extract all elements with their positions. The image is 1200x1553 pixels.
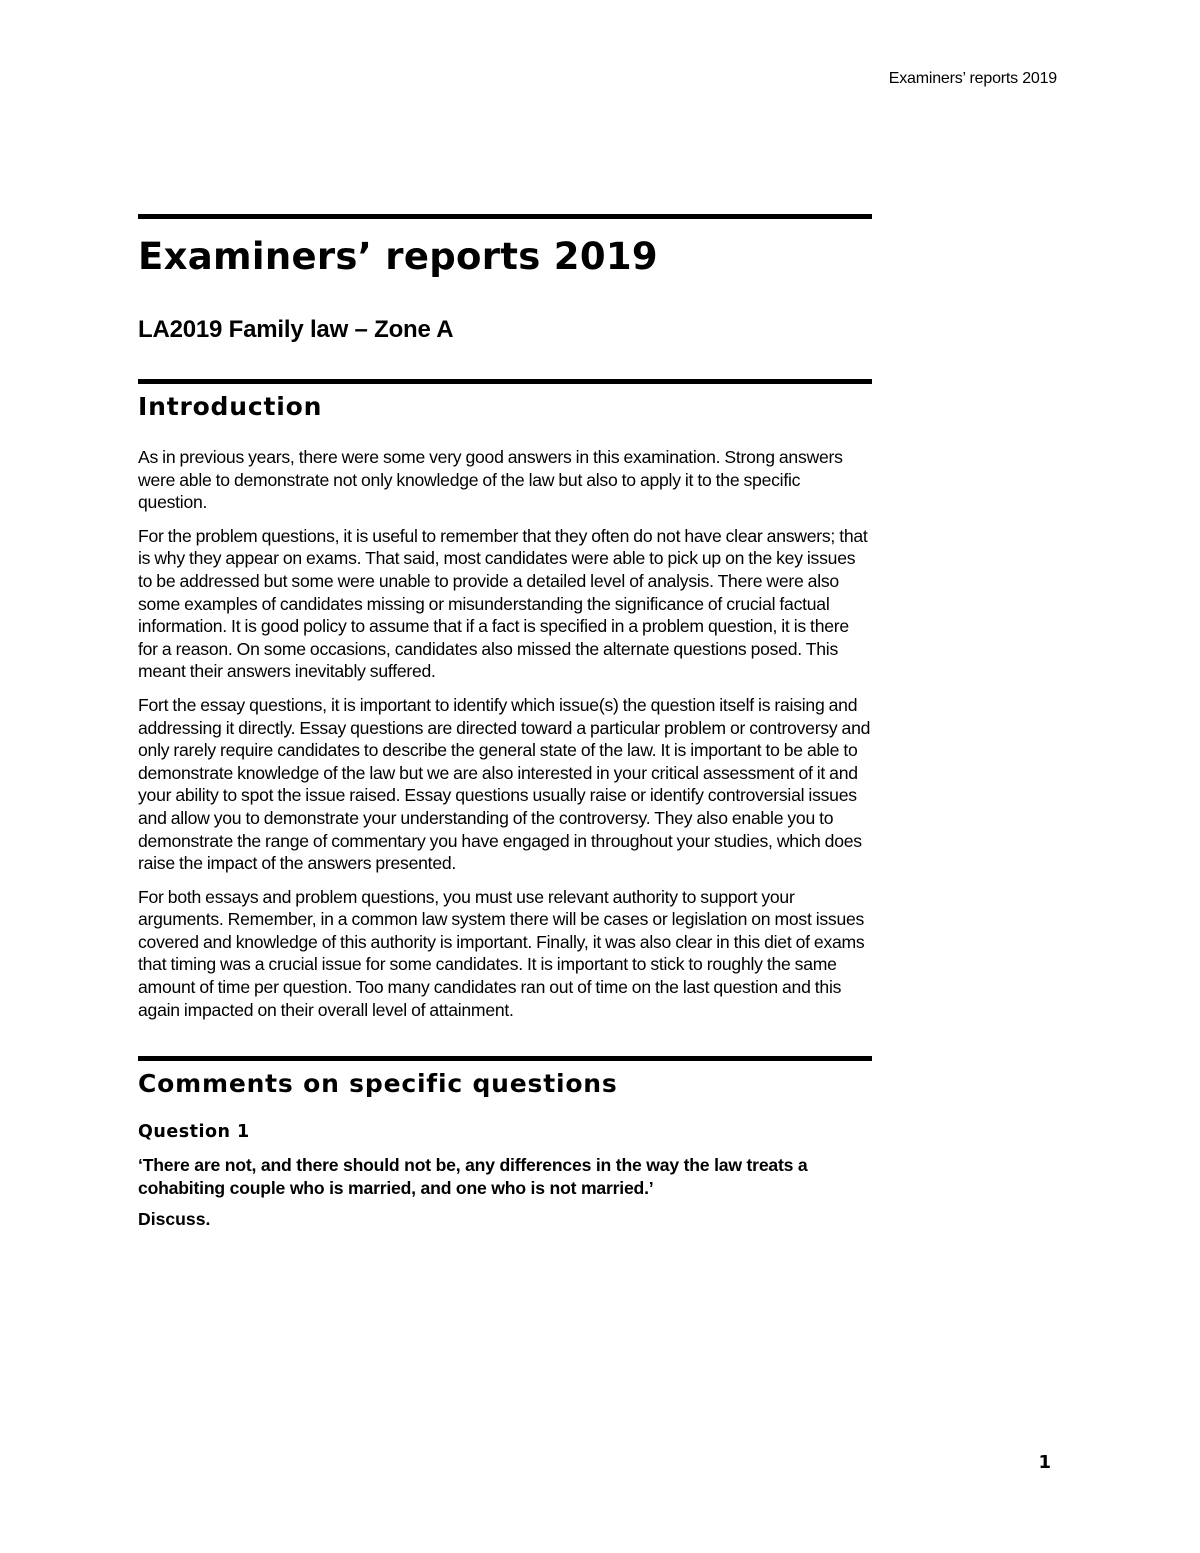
introduction-heading: Introduction — [138, 392, 323, 421]
introduction-paragraph: Fort the essay questions, it is important to identify which issue(s) the question itself is raising and addressing it directly. Essay questions are directed toward a particular problem or controversy and only rarely require candidates to describe the general state of the law. It is important to be able to demonstrate knowledge of the law but we are also interested in your critical assessment of it and your ability to spot the issue raised. Essay questions usually raise or identify controversial issues and allow you to demonstrate your understanding of the controversy. They also enable you to demonstrate the range of commentary you have engaged in throughout your studies, which does raise the impact of the answers presented. — [138, 694, 871, 874]
introduction-paragraph: As in previous years, there were some very good answers in this examination. Strong answers were able to demonstrate not only knowledge of the law but also to apply it to the specific question. — [138, 447, 843, 513]
document-title: Examiners’ reports 2019 — [138, 235, 658, 278]
question-label: Question 1 — [138, 1122, 250, 1143]
title-top-rule — [138, 214, 872, 219]
introduction-paragraph: For the problem questions, it is useful to remember that they often do not have clear answers; that is why they appear on exams. That said, most candidates were able to pick up on the key issues to be addressed but some were unable to provide a detailed level of analysis. There were also some examples of candidates missing or misunderstanding the significance of crucial factual information. It is good policy to assume that if a fact is specified in a problem question, it is there for a reason. On some occasions, candidates also missed the alternate questions posed. This meant their answers inevitably suffered. — [138, 525, 868, 682]
comments-rule — [138, 1056, 872, 1061]
question-instruction: Discuss. — [138, 1209, 211, 1230]
comments-heading: Comments on specific questions — [138, 1069, 618, 1099]
page-number: 1 — [1038, 1452, 1051, 1473]
introduction-rule — [138, 379, 872, 384]
question-text: ‘There are not, and there should not be, any differences in the way the law treats a cohabiting couple who is married, and one who is not married.’ — [138, 1155, 808, 1199]
introduction-paragraph: For both essays and problem questions, you must use relevant authority to support your arguments. Remember, in a common law system there will be cases or legislation on most issues covered and knowledge of this authority is important. Finally, it was also clear in this diet of exams that timing was a crucial issue for some candidates. It is important to stick to roughly the same amount of time per question. Too many candidates ran out of time on the last question and this again impacted on their overall level of attainment. — [138, 886, 865, 1020]
running-header: Examiners’ reports 2019 — [888, 70, 1057, 87]
introduction-text — [138, 446, 872, 1021]
document-subtitle: LA2019 Family law – Zone A — [138, 316, 454, 343]
document-body — [138, 214, 872, 1230]
